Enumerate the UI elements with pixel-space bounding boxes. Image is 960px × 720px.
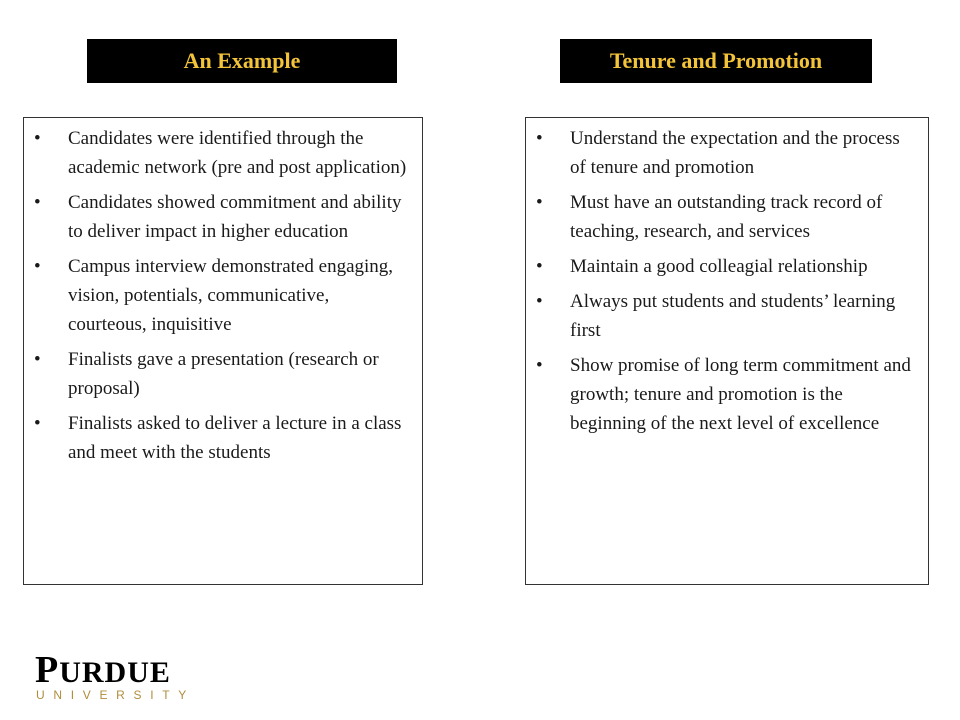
bullet-icon: • (536, 256, 543, 277)
list-item (32, 409, 412, 467)
bullet-icon: • (34, 128, 41, 149)
list-item-text: Maintain a good colleagial relationship (570, 256, 868, 277)
list-item (32, 252, 412, 339)
list-item (32, 188, 412, 246)
list-item-text: Finalists asked to deliver a lecture in a class and meet with the students (68, 413, 402, 463)
list-item (534, 287, 918, 345)
list-item-text: Finalists gave a presentation (research or proposal) (68, 349, 379, 399)
tenure-list (534, 124, 918, 438)
list-item-text: Campus interview demonstrated engaging, vision, potentials, communicative, courteous, inquisitive (68, 256, 394, 335)
list-item (534, 351, 918, 438)
list-item (534, 188, 918, 246)
bullet-icon: • (536, 128, 543, 149)
tenure-panel (525, 117, 929, 585)
list-item (32, 124, 412, 182)
list-item-text: Must have an outstanding track record of teaching, research, and services (570, 192, 883, 242)
logo-wordmark (35, 650, 171, 693)
bullet-icon: • (536, 192, 543, 213)
list-item-text: Show promise of long term commitment and growth; tenure and promotion is the beginning of the next level of excellence (570, 355, 911, 434)
list-item (534, 124, 918, 182)
list-item-text: Candidates were identified through the academic network (pre and post application) (68, 128, 407, 178)
list-item-text: Candidates showed commitment and ability to deliver impact in higher education (68, 192, 402, 242)
bullet-icon: • (34, 192, 41, 213)
purdue-logo (35, 649, 196, 702)
list-item-text: Always put students and students’ learning first (570, 291, 896, 341)
heading-text: Tenure and Promotion (609, 48, 823, 73)
heading-tenure-promotion (560, 39, 872, 83)
bullet-icon: • (536, 291, 543, 312)
heading-an-example (87, 39, 397, 83)
list-item-text: Understand the expectation and the process of tenure and promotion (570, 128, 900, 178)
bullet-icon: • (34, 413, 41, 434)
logo-initial: P (35, 649, 60, 691)
heading-text: An Example (183, 48, 301, 73)
bullet-icon: • (34, 256, 41, 277)
logo-subtitle: UNIVERSITY (36, 688, 196, 702)
bullet-icon: • (536, 355, 543, 376)
bullet-icon: • (34, 349, 41, 370)
logo-rest: URDUE (59, 656, 171, 689)
list-item (32, 345, 412, 403)
list-item (534, 252, 918, 281)
example-panel (23, 117, 423, 585)
example-list (32, 124, 412, 467)
